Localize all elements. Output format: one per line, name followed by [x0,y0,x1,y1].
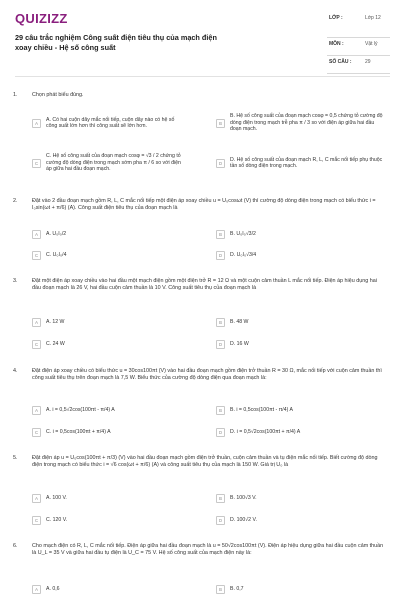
option-a[interactable] [32,110,182,136]
option-letter: B [216,119,225,128]
option-text: A. i = 0,5√2cos(100πt - π/4) A [46,406,115,413]
question-number: 5. [13,455,18,461]
option-a[interactable] [32,226,182,242]
question-number: 1. [13,92,18,98]
option-text: B. 48 W [230,318,249,325]
option-letter: B [216,494,225,503]
option-d[interactable] [216,152,386,174]
option-text: D. 100√2 V. [230,516,257,523]
option-text: C. 24 W [46,340,65,347]
option-text: B. U₀I₀√3/2 [230,230,256,237]
question-text: Đặt vào 2 đầu đoạn mạch gồm R, L, C mắc nối tiếp một điện áp xoay chiều u = U₀cosωt (V) thì cường độ dòng điện trong mạch có biểu thức i = I₀sin(ωt + π/6) (A). Công suất điện tiêu thụ của đoạn mạch là [32,198,376,212]
option-text: D. Hệ số công suất của đoạn mạch R, L, C mắc nối tiếp phụ thuộc tần số dòng điện trong mạch. [230,156,383,169]
option-b[interactable] [216,581,386,597]
meta-label: MÔN : [329,41,344,47]
question-number: 6. [13,543,18,549]
option-text: A. 100 V. [46,494,67,501]
option-text: A. 0,6 [46,585,60,592]
meta-value: Vật lý [365,41,378,47]
option-text: C. U₀I₀/4 [46,251,67,258]
option-text: B. 100√3 V. [230,494,257,501]
question-text: Cho mạch điện có R, L, C mắc nối tiếp. Điện áp giữa hai đầu đoạn mạch là u = 50√2cos100πt (V). Điện áp hiệu dụng giữa hai đầu cuộn cảm thuần là U_L = 35 V và giữa hai đầu tụ điện là U_C = 75 V. Hệ số công suất của mạch điện này là: [32,543,384,557]
meta-value: Lớp 12 [365,15,381,21]
option-c[interactable] [32,336,182,352]
meta-label: LỚP : [329,15,343,21]
option-text: A. Có hai cuộn dây mắc nối tiếp, cuộn dây nào có hệ số công suất lớn hơn thì công suất sẽ lớn hơn. [46,116,175,129]
option-letter: B [216,585,225,594]
option-text: D. U₀I₀√3/4 [230,251,257,258]
option-b[interactable] [216,490,386,506]
question-number: 2. [13,198,18,204]
option-a[interactable] [32,314,182,330]
option-text: C. i = 0,5cos(100πt + π/4) A [46,428,111,435]
option-letter: D [216,428,225,437]
meta-row-subject [327,38,390,56]
question-text: Đặt một điện áp xoay chiều vào hai đầu một mạch điện gồm một điện trở R = 12 Ω và một cuộn cảm thuần L mắc nối tiếp. Điện áp hiệu dụng hai đầu đoạn mạch là 26 V, hai đầu cuộn cảm thuần là 10 V. Công suất tiêu thụ của đoạn mạch là [32,278,377,292]
option-d[interactable] [216,336,386,352]
option-letter: A [32,406,41,415]
option-c[interactable] [32,247,182,263]
option-c[interactable] [32,146,182,180]
option-d[interactable] [216,512,386,528]
option-letter: C [32,516,41,525]
option-b[interactable] [216,314,386,330]
question-text: Chọn phát biểu đúng. [32,92,84,98]
option-c[interactable] [32,424,182,440]
quizizz-logo: QUIZIZZ [15,11,68,26]
option-b[interactable] [216,402,386,418]
option-text: D. i = 0,5√2cos(100πt + π/4) A [230,428,301,435]
option-d[interactable] [216,424,386,440]
worksheet-title: 29 câu trắc nghiệm Công suất điện tiêu thụ của mạch điện xoay chiều - Hệ số công suất [15,33,217,52]
option-letter: D [216,516,225,525]
option-text: D. 16 W [230,340,249,347]
option-letter: C [32,428,41,437]
option-letter: B [216,230,225,239]
question-text: Đặt điện áp u = U₀cos(100πt + π/3) (V) vào hai đầu đoạn mạch gồm điện trở thuần, cuộn cảm thuần và tụ điện mắc nối tiếp. Biết cường độ dòng điện trong mạch có biểu thức i = √6 cos(ωt + π/6) (A) và công suất tiêu thụ của mạch là 150 W. Giá trị U₀ là [32,455,378,469]
question-number: 3. [13,278,18,284]
option-letter: B [216,406,225,415]
option-text: B. i = 0,5cos(100πt - π/4) A [230,406,293,413]
option-text: A. U₀I₀/2 [46,230,67,237]
option-letter: D [216,340,225,349]
meta-value: 29 [365,59,371,65]
option-b[interactable] [216,108,386,138]
option-letter: A [32,119,41,128]
option-text: B. 0,7 [230,585,244,592]
option-letter: C [32,340,41,349]
meta-row-count [327,56,390,74]
option-letter: C [32,159,41,168]
meta-panel [327,12,390,74]
option-text: B. Hệ số công suất của đoạn mạch cosφ = 0,5 chứng tỏ cường độ dòng điện trong mạch trễ pha π / 3 so với điện áp giữa hai đầu đoạn mạch. [230,113,383,133]
option-a[interactable] [32,402,182,418]
option-text: C. Hệ số công suất của đoạn mạch cosφ = √3 / 2 chứng tỏ cường độ dòng điện trong mạch sớm pha π / 6 so với điện áp giữa hai đầu đoạn mạch. [46,153,181,173]
option-letter: D [216,251,225,260]
option-letter: D [216,159,225,168]
question-text: Đặt điện áp xoay chiều có biểu thức u = 30cos100πt (V) vào hai đầu đoạn mạch gồm điện trở thuần R = 30 Ω, mắc nối tiếp với cuộn cảm thuần thì công suất tiêu thụ trên đoạn mạch là 7,5 W. Biểu thức của cường độ dòng điện qua đoạn mạch là: [32,368,382,382]
option-a[interactable] [32,581,182,597]
option-letter: A [32,585,41,594]
question-number: 4. [13,368,18,374]
header-divider [15,76,390,77]
option-text: A. 12 W [46,318,65,325]
meta-label: SỐ CÂU : [329,59,352,65]
option-text: C. 120 V. [46,516,68,523]
option-c[interactable] [32,512,182,528]
option-a[interactable] [32,490,182,506]
option-letter: A [32,494,41,503]
option-letter: C [32,251,41,260]
meta-row-class [327,12,390,38]
option-letter: A [32,230,41,239]
option-letter: A [32,318,41,327]
option-b[interactable] [216,226,386,242]
option-d[interactable] [216,247,386,263]
option-letter: B [216,318,225,327]
